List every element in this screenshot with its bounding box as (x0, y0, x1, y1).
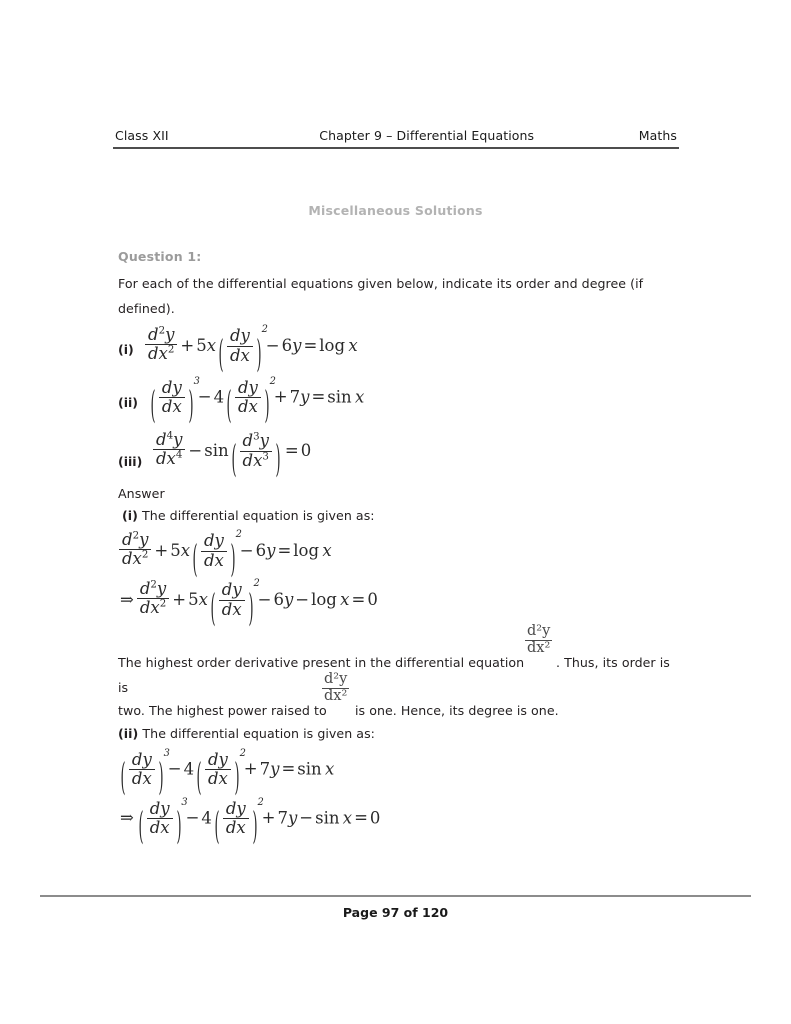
answer-part-i-intro (122, 503, 375, 528)
group-dy-dx-pow2: ( $\frac{dy}{dx}$ ) 2 (226, 376, 276, 428)
answer-i-equation-2: ⇒ $\frac{d^2y}{dx^2}$ + 5x ( $\frac{dy}{dx}$ ) 2 − 6y − log x = 0 (120, 578, 378, 630)
explanation-text-1a: The highest order derivative present in the differential equation is (118, 655, 525, 695)
group-dy-dx-pow3: ( $\frac{dy}{dx}$ ) 3 (150, 376, 200, 428)
section-title: Miscellaneous Solutions (308, 203, 483, 218)
answer-label: Answer (118, 486, 165, 501)
answer-ii-equation-1: ( $\frac{dy}{dx}$ ) 3 − 4 ( $\frac{dy}{dx}$ ) 2 + 7y = sin x (120, 748, 335, 800)
answer-part-ii-intro (118, 721, 375, 746)
answer-marker-ii: (ii) (118, 726, 139, 741)
inline-fraction-d2y-dx2-1 (525, 624, 552, 657)
fraction-dy-dx: $\frac{dy}{dx}$ (227, 327, 253, 365)
header-class: Class XII (115, 128, 169, 143)
header-subject: Maths (638, 128, 677, 143)
inline-fraction-d2y-dx2-2 (322, 672, 349, 705)
question-equation-iii: $\frac{d^4y}{dx^4}$ − sin ( $\frac{d^3y}{dx^3}$ ) = 0 (152, 431, 311, 470)
answer-i-equation-1: $\frac{d^2y}{dx^2}$ + 5x ( $\frac{dy}{dx}$ ) 2 − 6y = log x (118, 531, 332, 570)
group-d3y-dx3: ( $\frac{d^3y}{dx^3}$ ) (231, 431, 281, 481)
question-marker-iii: (iii) (118, 454, 143, 469)
question-text: For each of the differential equations given below, indicate its order and degree (if defined). (118, 276, 644, 316)
question-equation-ii: ( $\frac{dy}{dx}$ ) 3 − 4 ( $\frac{dy}{dx}$ ) 2 + 7y = sin x (148, 379, 364, 417)
answer-marker-i: (i) (122, 508, 138, 523)
header-chapter: Chapter 9 – Differential Equations (319, 128, 535, 143)
group-dy-dx-pow2: ( $\frac{dy}{dx}$ ) 2 (218, 324, 268, 376)
fraction-d2y-dx2: $\frac{d^2y}{dx^2}$ (145, 326, 177, 364)
fraction-d3y-dx3: $\frac{d^3y}{dx^3}$ (240, 432, 272, 470)
implies-symbol: ⇒ (120, 808, 134, 828)
fraction-d4y-dx4: $\frac{d^4y}{dx^4}$ (153, 431, 185, 469)
page-header (115, 128, 677, 143)
inline-frac-num-2: d²y (324, 671, 348, 687)
answer-intro-text-ii: The differential equation is given as: (142, 726, 375, 741)
question-label: Question 1: (118, 249, 202, 264)
question-marker-ii: (ii) (118, 395, 138, 410)
inline-frac-den-2: dx² (322, 688, 349, 705)
explanation-text-1b: . Thus, its order is (556, 655, 670, 670)
explanation-text-2a: two. The highest power raised to (118, 703, 327, 718)
inline-frac-num-1: d²y (527, 623, 551, 639)
question-marker-i: (i) (118, 342, 134, 357)
page-number: Page 97 of 120 (342, 905, 449, 920)
inline-frac-den-1: dx² (525, 640, 552, 657)
explanation-text-2b: is one. Hence, its degree is one. (355, 703, 559, 718)
answer-i-explanation-line-2 (118, 698, 327, 723)
answer-intro-text-i: The differential equation is given as: (142, 508, 375, 523)
implies-symbol: ⇒ (120, 589, 134, 609)
footer-divider (40, 895, 751, 897)
header-divider (113, 147, 679, 149)
answer-ii-equation-2: ⇒ ( $\frac{dy}{dx}$ ) 3 − 4 ( $\frac{dy}{dx}$ ) 2 + 7y − sin x = 0 (120, 797, 381, 849)
question-equation-i: $\frac{d^2y}{dx^2}$ + 5x ( $\frac{dy}{dx}$ ) 2 − 6y = log x (144, 326, 358, 365)
